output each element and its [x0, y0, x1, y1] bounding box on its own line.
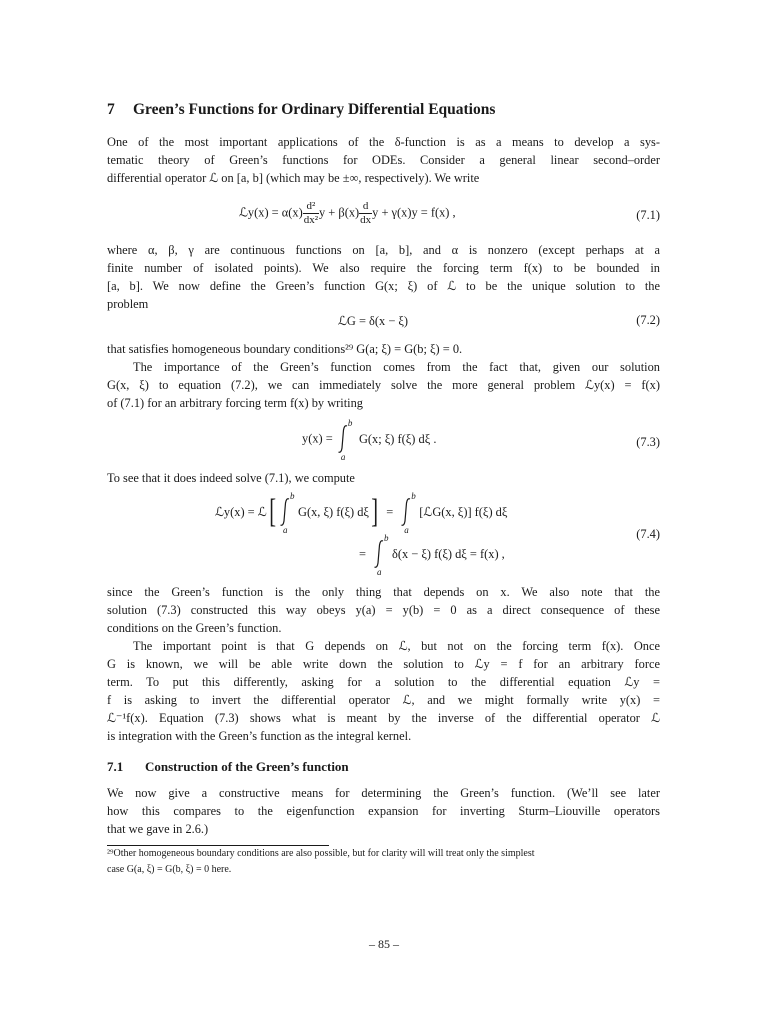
paragraph-intro [107, 133, 660, 187]
footnote [107, 846, 660, 878]
integral-sign [336, 418, 353, 462]
paragraph-construction [107, 784, 660, 838]
integral-lower-limit: a [377, 567, 382, 577]
integral-lower-limit: a [340, 452, 346, 462]
text-line: finite number of isolated points). We also require the forcing term f(x) to be bounded in [107, 261, 660, 275]
equation-7-4 [107, 491, 660, 581]
text-line: To see that it does indeed solve (7.1), we compute [107, 471, 355, 485]
footnote-line: case G(a, ξ) = G(b, ξ) = 0 here. [107, 864, 232, 875]
integral-lower-limit: a [404, 525, 409, 535]
frac-numerator: d [362, 200, 369, 212]
paragraph-definitions [107, 241, 660, 313]
eq-equals: = [386, 504, 394, 519]
text-line: of (7.1) for an arbitrary forcing term f(x) by writing [107, 396, 363, 410]
paragraph-compute [107, 469, 660, 487]
equation-number: (7.4) [636, 527, 660, 541]
text-line: how this compares to the eigenfunction expansion for inverting Sturm–Liouville operators [107, 804, 660, 818]
integral-upper-limit: b [290, 491, 295, 501]
text-line: f is asking to invert the differential operator ℒ, and we might formally write y(x) = [107, 693, 660, 707]
page-number: – 85 – [369, 937, 399, 951]
equation-number: (7.2) [636, 313, 660, 327]
text-line: since the Green’s function is the only thing that depends on x. We also note that the [107, 585, 660, 599]
eq-equals: = [359, 546, 366, 561]
text-line: G(x, ξ) to equation (7.2), we can immediately solve the more general problem ℒy(x) = f(x) [107, 378, 660, 392]
section-title: Green’s Functions for Ordinary Differential Equations [133, 101, 496, 118]
eq-mid: y + β(x) [319, 205, 360, 220]
paragraph-boundary [107, 340, 660, 358]
rhs-integrand: [ℒG(x, ξ)] f(ξ) dξ [419, 505, 508, 519]
text-line: term. To put this differently, asking for a solution to the differential equation ℒy = [107, 675, 660, 689]
eq-rhs: y + γ(x)y = f(x) , [372, 205, 456, 220]
frac-denominator: dx [360, 214, 372, 226]
text-line: solution (7.3) constructed this way obeys y(a) = y(b) = 0 as a direct consequence of these [107, 603, 660, 617]
paragraph-importance [107, 358, 660, 412]
paragraph-important-point [107, 637, 660, 745]
inner-integrand: G(x, ξ) f(ξ) dξ [298, 504, 369, 519]
equation-7-3 [107, 420, 660, 464]
fraction-d2-dx2 [303, 200, 319, 227]
integral-upper-limit: b [411, 491, 416, 501]
equation-number: (7.1) [636, 208, 660, 222]
section-heading [107, 101, 495, 119]
text-line: G is known, we will be able write down the solution to ℒy = f for an arbitrary force [107, 657, 660, 671]
left-bracket: [ [268, 493, 276, 530]
text-line: [a, b]. We now define the Green’s function G(x; ξ) of ℒ to be the unique solution to the [107, 279, 660, 293]
integral-upper-limit: b [384, 533, 389, 543]
text-line: conditions on the Green’s function. [107, 621, 282, 635]
text-line: The important point is that G depends on ℒ, but not on the forcing term f(x). Once [133, 639, 660, 653]
integral-sign [278, 491, 295, 535]
equation-number: (7.3) [636, 435, 660, 449]
text-line: tematic theory of Green’s functions for ODEs. Consider a general linear second–order [107, 153, 660, 167]
equation-7-2 [107, 313, 660, 333]
equation-line-2 [359, 533, 505, 577]
frac-denominator: dx² [303, 214, 319, 226]
equation-body: ℒG = δ(x − ξ) [338, 314, 409, 328]
text-line: that we gave in 2.6.) [107, 822, 209, 836]
subsection-number: 7.1 [107, 759, 124, 774]
text-line: The importance of the Green’s function comes from the fact that, given our solution [133, 360, 660, 374]
eq-lhs: ℒy(x) = ℒ [215, 505, 267, 519]
integral-upper-limit: b [347, 418, 353, 428]
line2-integrand: δ(x − ξ) f(ξ) dξ = f(x) , [392, 546, 505, 561]
section-number: 7 [107, 101, 115, 118]
subsection-heading [107, 759, 349, 775]
text-line: is integration with the Green’s function as the integral kernel. [107, 729, 412, 743]
footnote-line: ²⁹Other homogeneous boundary conditions are also possible, but for clarity will will treat only the simplest [107, 848, 535, 859]
integrand: G(x; ξ) f(ξ) dξ . [358, 431, 437, 446]
subsection-title: Construction of the Green’s function [145, 759, 349, 774]
paragraph-depends [107, 583, 660, 637]
frac-numerator: d² [306, 200, 316, 212]
text-line: We now give a constructive means for determining the Green’s function. (We’ll see later [107, 786, 660, 800]
text-line: that satisfies homogeneous boundary conditions²⁹ G(a; ξ) = G(b; ξ) = 0. [107, 342, 463, 356]
text-line: ℒ⁻¹f(x). Equation (7.3) shows what is meant by the inverse of the differential operator ℒ [107, 711, 660, 725]
text-line: One of the most important applications of the δ-function is as a means to develop a sys- [107, 135, 660, 149]
equation-body [239, 200, 456, 227]
equation-body [302, 418, 437, 462]
fraction-d-dx [359, 200, 372, 227]
text-line: differential operator ℒ on [a, b] (which may be ±∞, respectively). We write [107, 171, 480, 185]
eq-lhs: y(x) = [302, 431, 333, 446]
integral-sign [399, 491, 416, 535]
right-bracket: ] [371, 493, 379, 530]
eq-lhs: ℒy(x) = α(x) [239, 205, 303, 220]
text-line: where α, β, γ are continuous functions on [a, b], and α is nonzero (except perhaps at a [107, 243, 660, 257]
integral-sign [372, 533, 389, 577]
text-line: problem [107, 297, 149, 311]
integral-lower-limit: a [283, 525, 288, 535]
equation-line-1 [215, 491, 508, 535]
equation-7-1 [107, 197, 660, 237]
